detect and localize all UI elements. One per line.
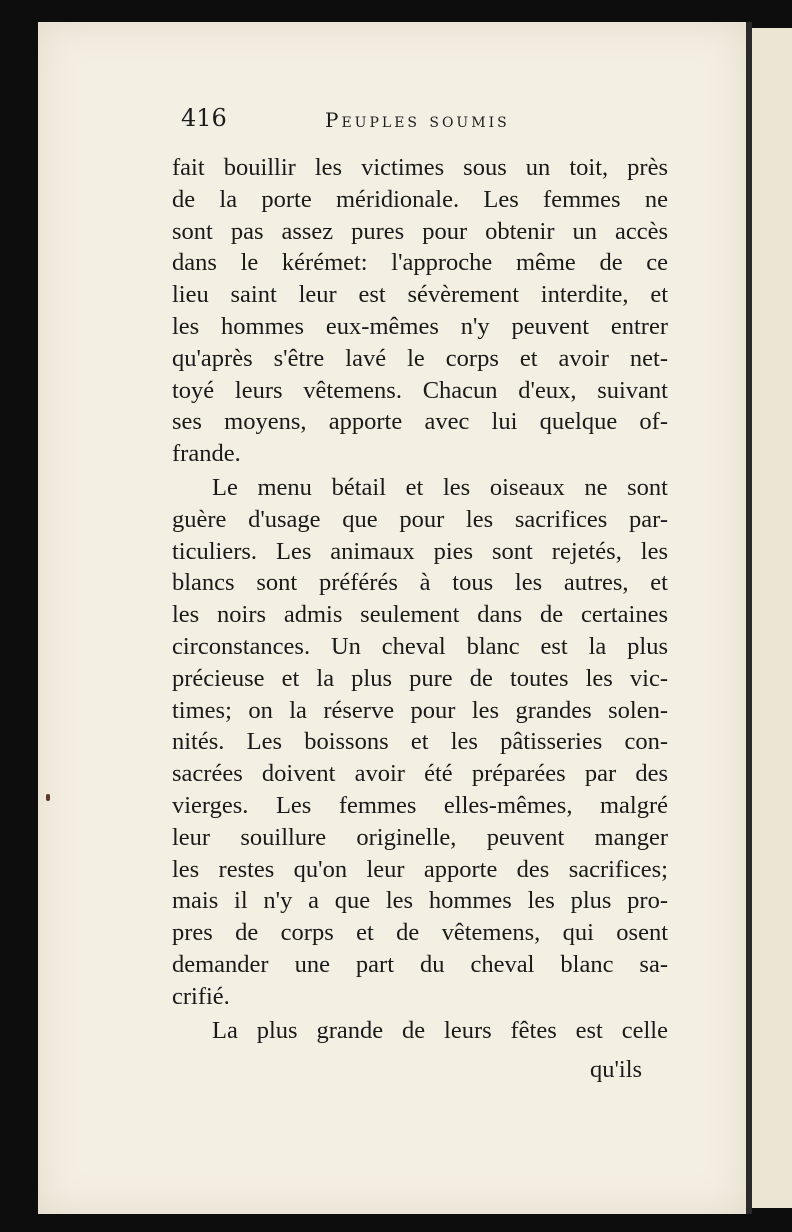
text-line: blancs sont préférés à tous les autres, et bbox=[172, 569, 668, 597]
text-line: frande. bbox=[172, 440, 241, 468]
text-line: les noirs admis seulement dans de certaines bbox=[172, 601, 668, 629]
text-line: les hommes eux-mêmes n'y peuvent entrer bbox=[172, 312, 668, 340]
text-line: Le menu bétail et les oiseaux ne sont bbox=[212, 473, 668, 501]
text-line: circonstances. Un cheval blanc est la plus bbox=[172, 632, 668, 660]
text-line: qu'après s'être lavé le corps et avoir net- bbox=[172, 344, 668, 372]
paragraph-1 bbox=[172, 152, 668, 470]
paragraph-2 bbox=[172, 472, 668, 1013]
text-line: guère d'usage que pour les sacrifices par- bbox=[172, 505, 668, 533]
text-line: les restes qu'on leur apporte des sacrifices; bbox=[172, 855, 668, 883]
text-line: ses moyens, apporte avec lui quelque of- bbox=[172, 408, 668, 436]
text-line: sacrées doivent avoir été préparées par des bbox=[172, 760, 668, 788]
facing-page-edge bbox=[752, 28, 792, 1208]
text-line: mais il n'y a que les hommes les plus pro- bbox=[172, 887, 668, 915]
text-line: fait bouillir les victimes sous un toit, près bbox=[172, 154, 668, 181]
text-line: précieuse et la plus pure de toutes les vic- bbox=[172, 664, 668, 692]
text-line: ticuliers. Les animaux pies sont rejetés, les bbox=[172, 537, 668, 565]
text-line: La plus grande de leurs fêtes est celle bbox=[212, 1016, 668, 1044]
page-number: 416 bbox=[181, 104, 227, 132]
text-line: pres de corps et de vêtemens, qui osent bbox=[172, 919, 668, 947]
catchword: qu'ils bbox=[590, 1056, 643, 1083]
running-title: Peuples soumis bbox=[325, 108, 510, 132]
text-line: toyé leurs vêtemens. Chacun d'eux, suivant bbox=[172, 376, 668, 404]
text-line: leur souillure originelle, peuvent manger bbox=[172, 823, 668, 851]
body-text bbox=[172, 152, 668, 1048]
text-line: lieu saint leur est sévèrement interdite, et bbox=[172, 281, 668, 309]
text-line: times; on la réserve pour les grandes solen- bbox=[172, 696, 668, 724]
text-line: vierges. Les femmes elles-mêmes, malgré bbox=[172, 791, 668, 819]
text-line: de la porte méridionale. Les femmes ne bbox=[172, 185, 668, 213]
text-line: nités. Les boissons et les pâtisseries con- bbox=[172, 728, 668, 756]
text-line: demander une part du cheval blanc sa- bbox=[172, 950, 668, 978]
text-line: sont pas assez pures pour obtenir un accès bbox=[172, 217, 668, 245]
paragraph-3 bbox=[172, 1015, 668, 1047]
text-line: dans le kérémet: l'approche même de ce bbox=[172, 249, 668, 277]
paper-speck bbox=[46, 794, 50, 801]
page-header bbox=[175, 100, 675, 140]
text-line: crifié. bbox=[172, 982, 230, 1010]
